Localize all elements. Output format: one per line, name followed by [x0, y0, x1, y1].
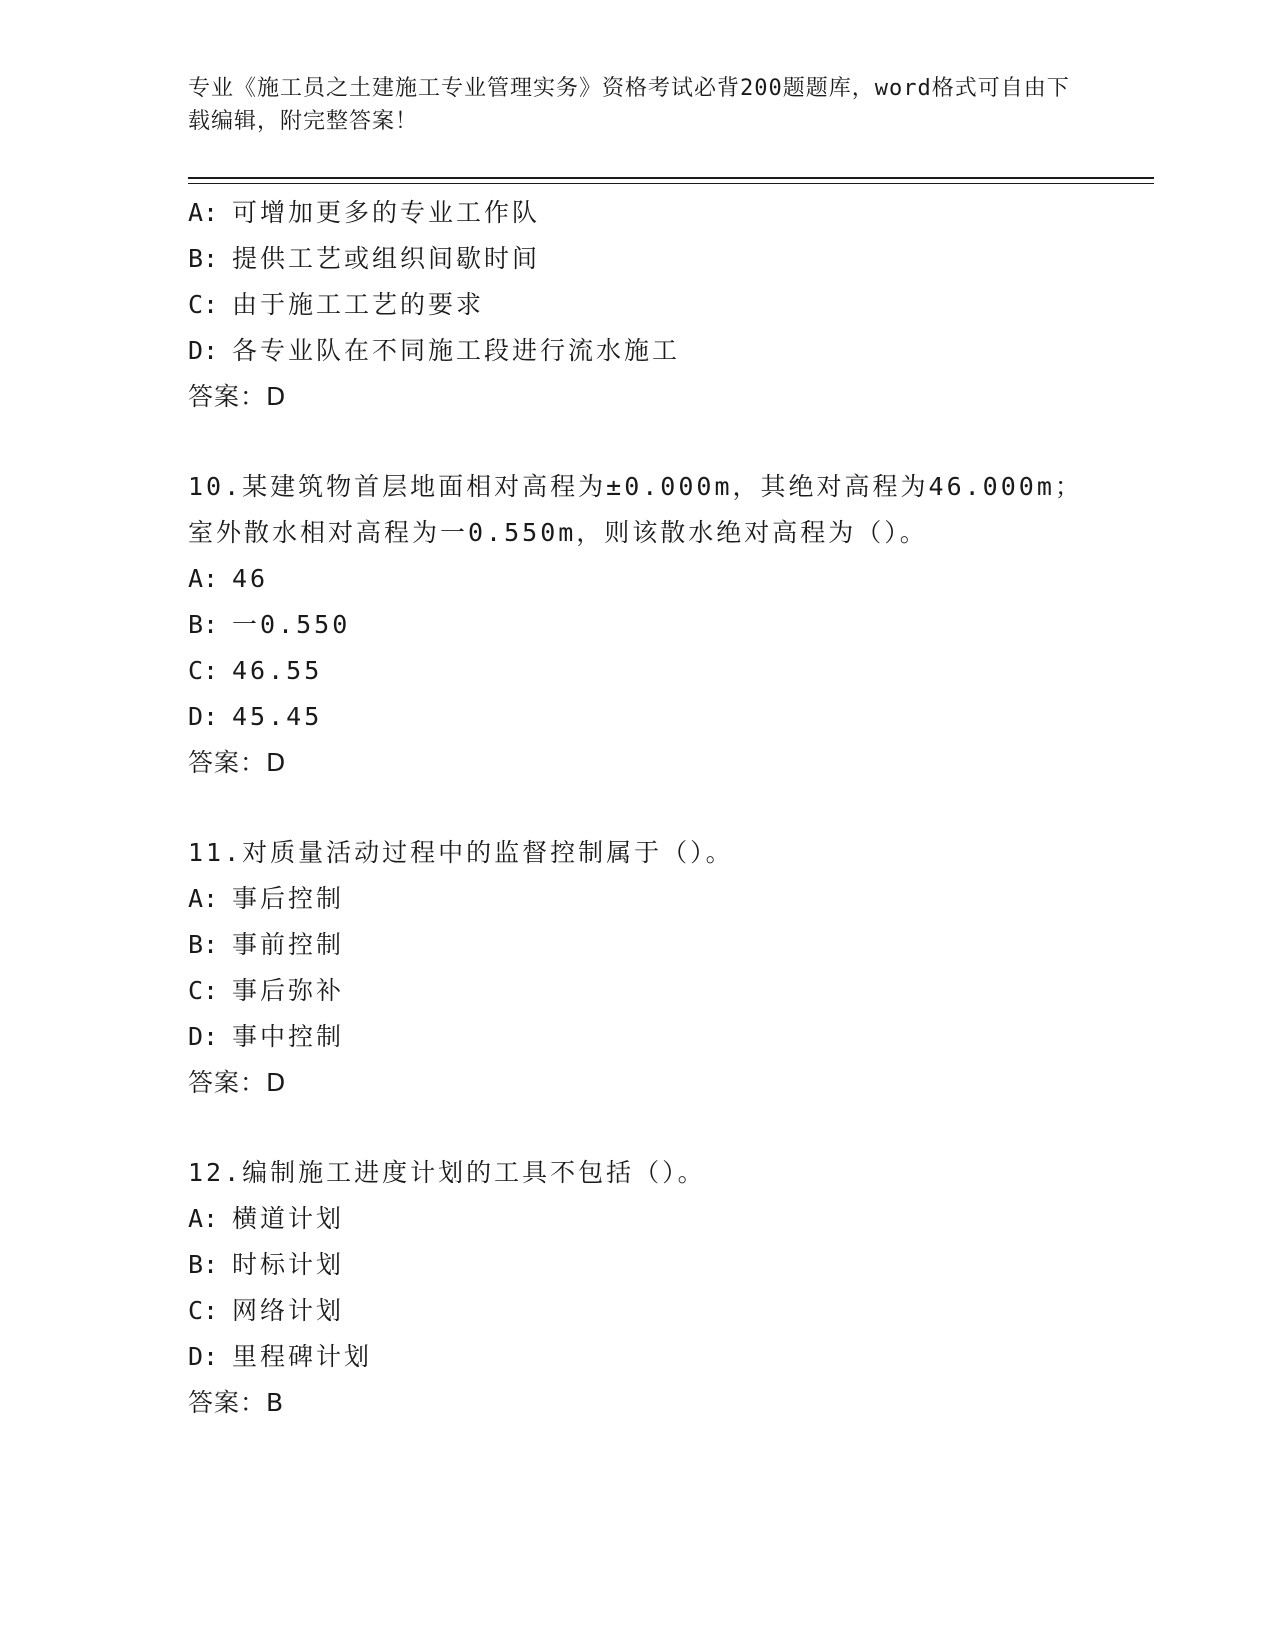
- option-text: 提供工艺或组织间歇时间: [232, 244, 541, 273]
- option-letter: D:: [188, 1342, 219, 1371]
- option-b: [188, 602, 1148, 648]
- option-letter: C:: [188, 1296, 219, 1325]
- option-text: 里程碑计划: [232, 1342, 373, 1371]
- option-text: 一0.550: [232, 610, 351, 639]
- answer-line: 答案：B: [188, 1388, 285, 1417]
- option-text: 网络计划: [232, 1296, 345, 1325]
- option-c: [188, 1288, 1148, 1334]
- question-list: [188, 190, 1148, 1426]
- option-letter: A:: [188, 564, 219, 593]
- question-stem: 10.某建筑物首层地面相对高程为±0.000m，其绝对高程为46.000m；室外散水相对高程为一0.550m，则该散水绝对高程为（）。: [188, 472, 1083, 547]
- option-d: [188, 1334, 1148, 1380]
- option-b: [188, 922, 1148, 968]
- option-letter: B:: [188, 930, 219, 959]
- option-letter: C:: [188, 290, 219, 319]
- option-c: [188, 282, 1148, 328]
- option-text: 事中控制: [232, 1022, 345, 1051]
- answer-line: 答案：D: [188, 748, 287, 777]
- option-letter: B:: [188, 610, 219, 639]
- option-letter: D:: [188, 702, 219, 731]
- option-text: 事前控制: [232, 930, 345, 959]
- option-a: [188, 190, 1148, 236]
- question-10: [188, 464, 1148, 786]
- answer-line: 答案：D: [188, 382, 287, 411]
- option-a: [188, 876, 1148, 922]
- question-9-options: [188, 190, 1148, 420]
- option-d: [188, 328, 1148, 374]
- header-rule-thin: [188, 183, 1154, 184]
- answer-line: 答案：D: [188, 1068, 287, 1097]
- option-letter: B:: [188, 244, 219, 273]
- question-stem: 11.对质量活动过程中的监督控制属于（）。: [188, 838, 734, 867]
- option-letter: A:: [188, 198, 219, 227]
- option-letter: C:: [188, 656, 219, 685]
- option-d: [188, 1014, 1148, 1060]
- option-d: [188, 694, 1148, 740]
- option-a: [188, 556, 1148, 602]
- option-letter: D:: [188, 336, 219, 365]
- option-letter: C:: [188, 976, 219, 1005]
- option-text: 由于施工工艺的要求: [232, 290, 485, 319]
- option-a: [188, 1196, 1148, 1242]
- option-letter: D:: [188, 1022, 219, 1051]
- question-stem: 12.编制施工进度计划的工具不包括（）。: [188, 1158, 706, 1187]
- document-header: 专业《施工员之土建施工专业管理实务》资格考试必背200题题库，word格式可自由下载编辑，附完整答案！: [188, 76, 1070, 134]
- option-text: 可增加更多的专业工作队: [232, 198, 541, 227]
- option-c: [188, 968, 1148, 1014]
- option-text: 46.55: [232, 656, 323, 685]
- option-letter: B:: [188, 1250, 219, 1279]
- option-text: 横道计划: [232, 1204, 345, 1233]
- option-b: [188, 236, 1148, 282]
- question-12: [188, 1150, 1148, 1426]
- option-text: 时标计划: [232, 1250, 345, 1279]
- option-text: 事后弥补: [232, 976, 345, 1005]
- question-11: [188, 830, 1148, 1106]
- option-letter: A:: [188, 884, 219, 913]
- option-text: 各专业队在不同施工段进行流水施工: [232, 336, 681, 365]
- option-text: 45.45: [232, 702, 323, 731]
- option-b: [188, 1242, 1148, 1288]
- header-rule-thick: [188, 177, 1154, 179]
- option-text: 46: [232, 564, 269, 593]
- option-c: [188, 648, 1148, 694]
- option-text: 事后控制: [232, 884, 345, 913]
- option-letter: A:: [188, 1204, 219, 1233]
